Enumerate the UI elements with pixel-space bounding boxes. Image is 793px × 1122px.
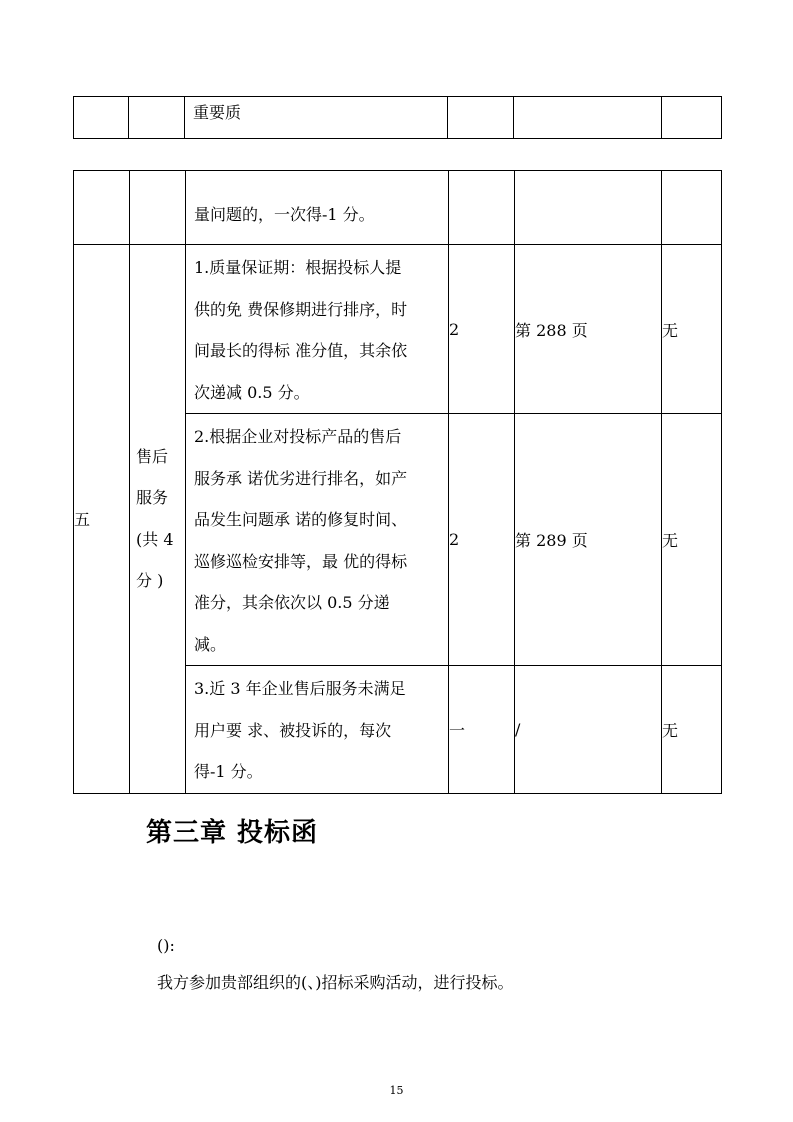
section-number: 五 (74, 245, 130, 794)
score-cell: 2 (449, 245, 515, 414)
criteria-cell: 2.根据企业对投标产品的售后 服务承 诺优劣进行排名，如产 品发生问题承 诺的修复时间、 巡修巡检安排等，最 优的得标 准分，其余依次以 0.5 分递 减。 (186, 414, 449, 666)
chapter-title: 第三章 投标函 (146, 818, 319, 848)
cell-deviation (662, 97, 722, 139)
page-ref-cell: / (515, 666, 662, 794)
page-ref-cell: 第 288 页 (515, 245, 662, 414)
cell-criteria: 重要质 (185, 97, 448, 139)
cell-page (514, 97, 662, 139)
table-row (74, 245, 722, 414)
cell-no (74, 97, 129, 139)
score-cell: 一 (449, 666, 515, 794)
letter-salutation: (): (157, 936, 175, 955)
cell-score (448, 97, 514, 139)
criteria-cell: 量问题的，一次得-1 分。 (186, 171, 449, 245)
page-number: 15 (389, 1084, 404, 1097)
deviation-cell: 无 (662, 414, 722, 666)
table-row (74, 171, 722, 245)
letter-body: 我方参加贵部组织的(、)招标采购活动，进行投标。 (157, 973, 514, 992)
criteria-cell: 3.近 3 年企业售后服务未满足 用户要 求、被投诉的，每次 得-1 分。 (186, 666, 449, 794)
score-cell: 2 (449, 414, 515, 666)
page-ref-cell: 第 289 页 (515, 414, 662, 666)
category-cell: 售后 服务 (共 4 分 ) (130, 245, 186, 794)
scoring-table-main (73, 170, 722, 794)
deviation-cell: 无 (662, 666, 722, 794)
deviation-cell: 无 (662, 245, 722, 414)
scoring-table-top (73, 96, 722, 139)
cell-category (129, 97, 185, 139)
criteria-cell: 1.质量保证期：根据投标人提 供的免 费保修期进行排序，时 间最长的得标 准分值，其余依 次递减 0.5 分。 (186, 245, 449, 414)
